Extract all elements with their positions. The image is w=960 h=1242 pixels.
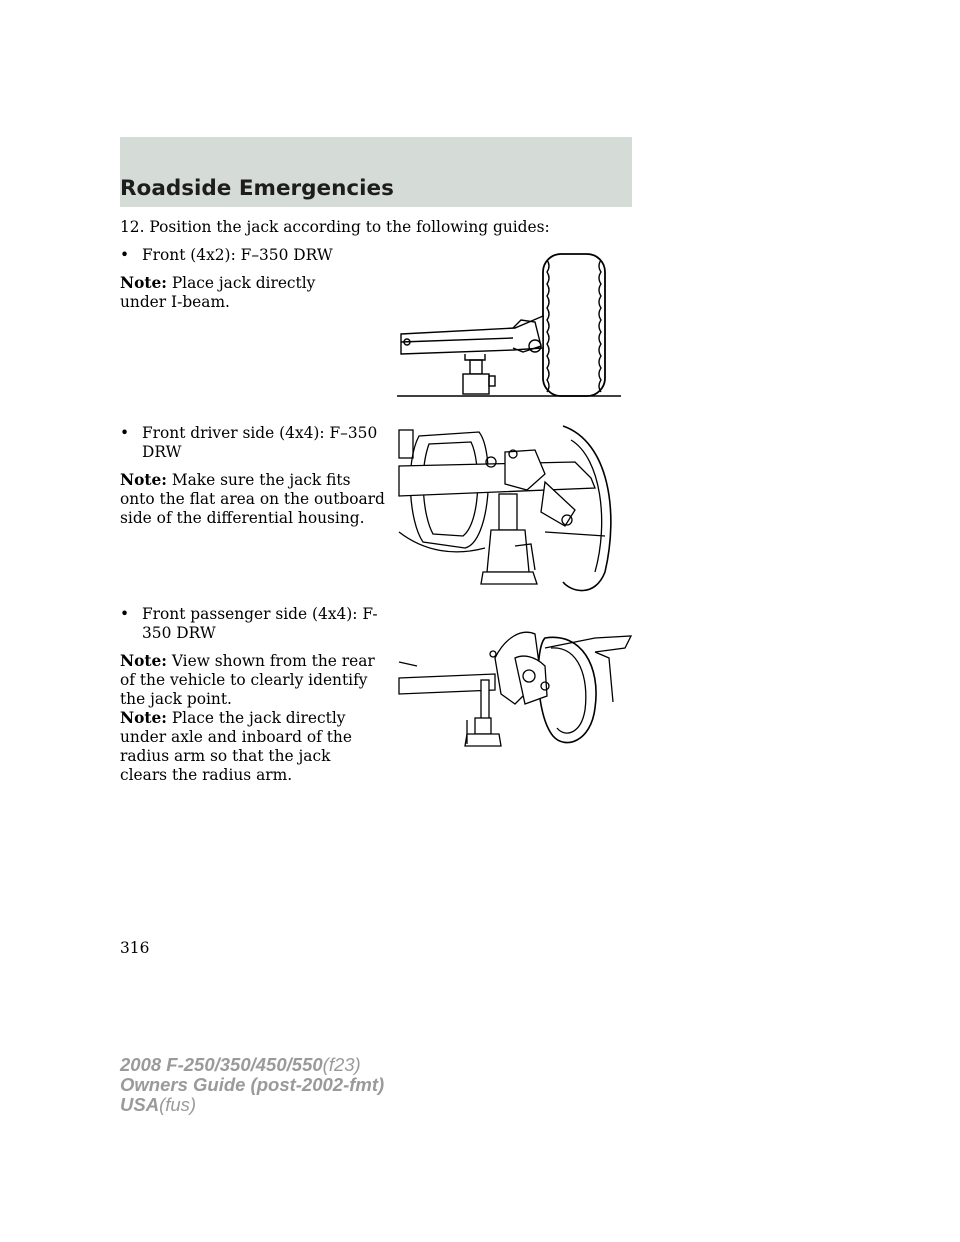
jack-passenger-side-rear-view-illustration [395, 618, 635, 750]
note-text: Make sure the jack fits onto the flat area on the outboard side of the differential housing. [120, 471, 385, 527]
footer-market-code: (fus) [159, 1094, 197, 1115]
note-paragraph [120, 274, 355, 312]
bullet-glyph: • [120, 246, 130, 264]
footer-guide: Owners Guide (post-2002-fmt) [120, 1074, 385, 1095]
note-text: Place jack directly under I-beam. [120, 274, 316, 311]
bullet-text: Front passenger side (4x4): F-350 DRW [142, 605, 378, 642]
bullet-item [120, 246, 380, 265]
bullet-text: Front driver side (4x4): F–350 DRW [142, 424, 378, 461]
step-text: 12. Position the jack according to the following guides: [120, 218, 550, 236]
note-label: Note: [120, 471, 167, 489]
bullet-glyph: • [120, 424, 130, 442]
note-text: View shown from the rear of the vehicle to clearly identify the jack point. [120, 652, 375, 708]
footer-model: 2008 F-250/350/450/550 [120, 1054, 323, 1075]
footer-model-code: (f23) [322, 1054, 361, 1075]
bullet-glyph: • [120, 605, 130, 623]
section-title: Roadside Emergencies [120, 176, 394, 201]
bullet-item [120, 605, 380, 643]
note-label: Note: [120, 652, 167, 670]
note-label: Note: [120, 709, 167, 727]
document-footer [120, 1055, 384, 1115]
note-paragraph [120, 471, 385, 528]
note-paragraph [120, 652, 375, 709]
note-label: Note: [120, 274, 167, 292]
jack-under-differential-illustration [395, 422, 627, 598]
bullet-item [120, 424, 380, 462]
jack-under-ibeam-illustration [395, 250, 625, 400]
note-text: Place the jack directly under axle and inboard of the radius arm so that the jack clears the radius arm. [120, 709, 352, 784]
bullet-text: Front (4x2): F–350 DRW [142, 246, 333, 264]
footer-market: USA [120, 1094, 160, 1115]
page-number: 316 [120, 939, 150, 957]
note-paragraph [120, 709, 375, 785]
section-header-band [120, 137, 632, 207]
